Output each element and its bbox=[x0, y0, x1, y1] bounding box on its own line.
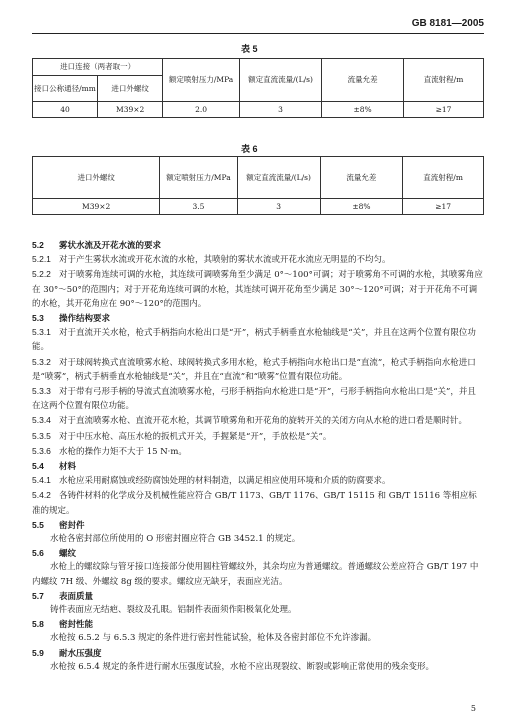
section-heading-5-4: 5.4 材料 bbox=[32, 461, 77, 472]
table-row bbox=[33, 102, 484, 118]
section-heading-5-8: 5.8 密封性能 bbox=[32, 619, 94, 630]
clause-5-2-2: 5.2.2 对于喷雾角连续可调的水枪，其连续可调喷雾角至少满足 0°～100°可调；对于喷雾角不可调的水枪，其喷雾角应在 30°～50°的范围内；对于开花角连续可调的水枪，其连续可调开花角至少满足 30°～120°可调；对于开花角不可调的水枪，其开花角应在 90°～120°的范围内。 bbox=[32, 269, 483, 309]
table5-header-tol: 流量允差 bbox=[322, 59, 404, 102]
table6-cell-pressure: 3.5 bbox=[160, 199, 237, 215]
section-heading-5-3: 5.3 操作结构要求 bbox=[32, 313, 111, 324]
table5-cell-range: ≥17 bbox=[404, 102, 484, 118]
section-heading-5-9: 5.9 耐水压强度 bbox=[32, 647, 102, 658]
table5-cell-tol: ±8% bbox=[322, 102, 404, 118]
table6-header-flow: 额定直流流量/(L/s) bbox=[237, 157, 320, 199]
table6-cell-tol: ±8% bbox=[320, 199, 403, 215]
clause-5-7-text: 铸件表面应无结疤、裂纹及孔眼。铝制件表面须作阳极氧化处理。 bbox=[50, 605, 297, 616]
clause-5-9-text: 水枪按 6.5.4 规定的条件进行耐水压强度试验，水枪不应出现裂纹、断裂或影响正常使用的残余变形。 bbox=[50, 661, 435, 672]
clause-5-3-3: 5.3.3 对于带有弓形手柄的导流式直流喷雾水枪，弓形手柄指向水枪进口是“开”，弓形手柄指向水枪出口是“关”，并且在这两个位置有限位功能。 bbox=[32, 386, 476, 412]
section-heading-5-7: 5.7 表面质量 bbox=[32, 590, 94, 601]
page-number: 5 bbox=[470, 704, 476, 713]
table5-header-pressure: 额定喷射压力/MPa bbox=[163, 59, 240, 102]
table5-caption: 表 5 bbox=[241, 44, 258, 54]
table6-header-range: 直流射程/m bbox=[403, 157, 484, 199]
table6-header-tol: 流量允差 bbox=[320, 157, 403, 199]
clause-5-3-1: 5.3.1 对于直流开关水枪，枪式手柄指向水枪出口是“开”，柄式手柄垂直水枪轴线是“关”，并且在这两个位置有限位功能。 bbox=[32, 327, 476, 353]
section-heading-5-6: 5.6 螺纹 bbox=[32, 548, 77, 559]
table5-cell-pressure: 2.0 bbox=[163, 102, 240, 118]
table5-header-thread: 进口外螺纹 bbox=[98, 76, 163, 102]
clause-5-6-text: 水枪上的螺纹除与管牙接口连接部分使用圆柱管螺纹外，其余均应为普通螺纹。普通螺纹公差应符合 GB/T 197 中内螺纹 7H 级、外螺纹 8g 级的要求。螺纹应无缺牙，表面应光洁。 bbox=[32, 562, 479, 587]
table5-cell-thread: M39×2 bbox=[98, 102, 163, 118]
table6-header-thread: 进口外螺纹 bbox=[33, 157, 160, 199]
table5-cell-nominal: 40 bbox=[33, 102, 98, 118]
table6 bbox=[32, 156, 484, 215]
clause-5-2-1: 5.2.1 对于产生雾状水流或开花水流的水枪，其喷射的雾状水流或开花水流应无明显的不均匀。 bbox=[32, 254, 391, 266]
standard-number: GB 8181—2005 bbox=[411, 18, 484, 29]
clause-5-8-text: 水枪按 6.5.2 与 6.5.3 规定的条件进行密封性能试验，枪体及各密封部位不允许渗漏。 bbox=[50, 633, 377, 644]
table5-cell-flow: 3 bbox=[239, 102, 321, 118]
table5-header-flow: 额定直流流量/(L/s) bbox=[239, 59, 321, 102]
table6-cell-flow: 3 bbox=[237, 199, 320, 215]
table6-cell-thread: M39×2 bbox=[33, 199, 160, 215]
header-rule bbox=[32, 33, 484, 34]
section-heading-5-2: 5.2 雾状水流及开花水流的要求 bbox=[32, 240, 162, 250]
clause-5-3-2: 5.3.2 对于球阀转换式直流喷雾水枪、球阀转换式多用水枪，枪式手柄指向水枪出口是“直流”，枪式手柄指向水枪进口是“喷雾”，柄式手柄垂直水枪轴线是“关”，并且在“直流”和“喷雾”位置有限位功能。 bbox=[32, 356, 476, 382]
clause-5-3-5: 5.3.5 对于中压水枪、高压水枪的扳机式开关，手握紧是“开”，手放松是“关”。 bbox=[32, 430, 332, 442]
clause-5-3-4: 5.3.4 对于直流喷雾水枪、直流开花水枪，其调节喷雾角和开花角的旋转开关的关闭方向从水枪的进口看是顺时针。 bbox=[32, 415, 468, 427]
clause-5-5-text: 水枪各密封部位所使用的 O 形密封圈应符合 GB 3452.1 的规定。 bbox=[50, 534, 301, 545]
table5-header-conn: 进口连接（两者取一） bbox=[33, 59, 163, 76]
table6-cell-range: ≥17 bbox=[403, 199, 484, 215]
body-text bbox=[32, 238, 484, 674]
clause-5-3-6: 5.3.6 水枪的操作力矩不大于 15 N·m。 bbox=[32, 445, 187, 457]
table6-header-pressure: 额定喷射压力/MPa bbox=[160, 157, 237, 199]
table5-header-range: 直流射程/m bbox=[404, 59, 484, 102]
table5 bbox=[32, 58, 484, 118]
table6-caption: 表 6 bbox=[241, 144, 258, 154]
clause-5-4-1: 5.4.1 水枪应采用耐腐蚀或经防腐蚀处理的材料制造，以满足相应使用环境和介质的防腐要求。 bbox=[32, 475, 391, 487]
clause-5-4-2: 5.4.2 各铸件材料的化学成分及机械性能应符合 GB/T 1173、GB/T 1176、GB/T 15115 和 GB/T 15116 等相应标准的规定。 bbox=[32, 490, 477, 516]
table-row bbox=[33, 199, 484, 215]
table5-header-nominal: 接口公称通径/mm bbox=[33, 76, 98, 102]
section-heading-5-5: 5.5 密封件 bbox=[32, 519, 85, 530]
